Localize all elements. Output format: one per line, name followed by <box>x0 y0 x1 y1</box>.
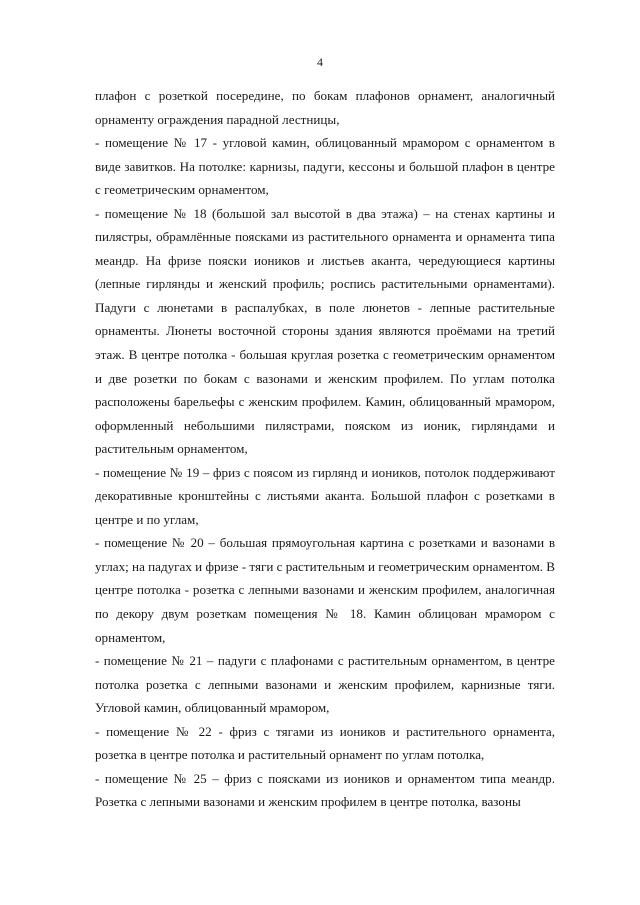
paragraph-room-25: - помещение № 25 – фриз с поясками из иоников и орнаментом типа меандр. Розетка с лепными вазонами и женским профилем в центре потолка, вазоны <box>95 770 555 810</box>
paragraph-room-17: - помещение № 17 - угловой камин, облицованный мрамором с орнаментом в виде завитков. На потолке: карнизы, падуги, кессоны и большой плафон в центре с геометрическим орнаментом, <box>95 135 555 198</box>
paragraph-continuation: плафон с розеткой посередине, по бокам плафонов орнамент, аналогичный орнаменту ограждения парадной лестницы, <box>95 88 555 127</box>
page-number: 4 <box>317 55 323 69</box>
paragraph-room-21: - помещение № 21 – падуги с плафонами с растительным орнаментом, в центре потолка розетка с лепными вазонами и женским профилем, карнизные тяги. Угловой камин, облицованный мрамором, <box>95 653 555 716</box>
document-body <box>95 84 555 814</box>
paragraph-room-19: - помещение № 19 – фриз с поясом из гирлянд и иоников, потолок поддерживают декоративные кронштейны с листьями аканта. Большой плафон с розетками в центре и по углам, <box>95 464 555 527</box>
paragraph-room-18: - помещение № 18 (большой зал высотой в два этажа) – на стенах картины и пилястры, обрамлённые поясками из растительного орнамента и орнамента типа меандр. На фризе пояски иоников и листьев аканта, чередующиеся картины (лепные гирлянды и женский профиль; роспись растительными орнаментами). Падуги с люнетами в распалубках, в поле люнетов - лепные растительные орнаменты. Люнеты восточной стороны здания являются проёмами на третий этаж. В центре потолка - большая круглая розетка с геометрическим орнаментом и две розетки по бокам с вазонами и женским профилем. По углам потолка расположены барельефы с женским профилем. Камин, облицованный мрамором, оформленный небольшими пилястрами, пояском из ионик, гирляндами и растительным орнаментом, <box>95 205 555 457</box>
paragraph-room-22: - помещение № 22 - фриз с тягами из иоников и растительного орнамента, розетка в центре потолка и растительный орнамент по углам потолка, <box>95 723 555 763</box>
paragraph-room-20: - помещение № 20 – большая прямоугольная картина с розетками и вазонами в углах; на падугах и фризе - тяги с растительным и геометрическим орнаментом. В центре потолка - розетка с лепными вазонами и женским профилем, аналогичная по декору двум розеткам помещения № 18. Камин облицован мрамором с орнаментом, <box>95 535 556 645</box>
